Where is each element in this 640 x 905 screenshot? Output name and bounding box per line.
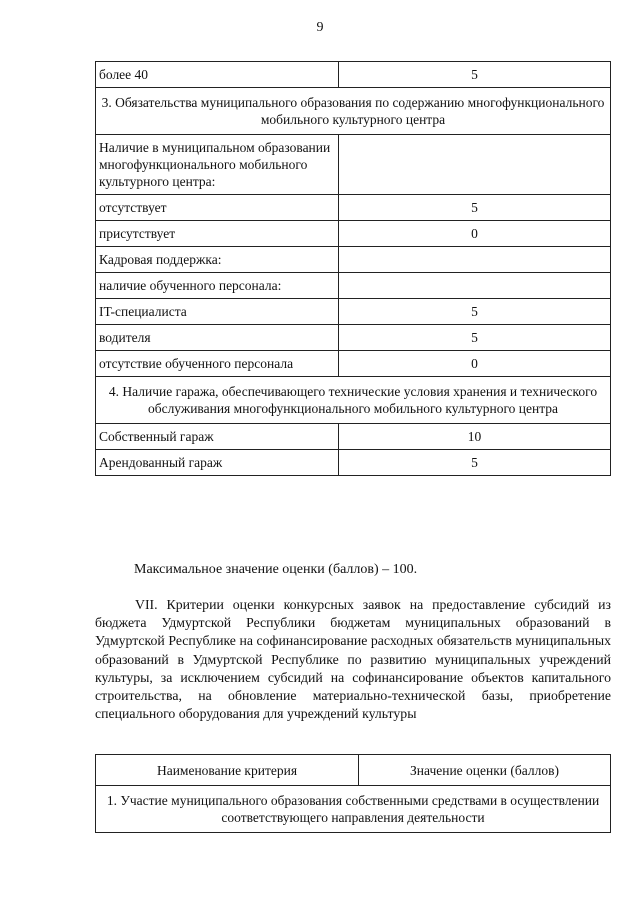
section-heading: 3. Обязательства муниципального образования по содержанию многофункционального мобильного культурного центра (96, 88, 611, 135)
header-criterion: Наименование критерия (96, 755, 359, 786)
row-label: водителя (96, 325, 339, 351)
table-row (96, 195, 611, 221)
row-value: 5 (339, 195, 611, 221)
row-value (339, 135, 611, 195)
table-row (96, 299, 611, 325)
row-value: 5 (339, 299, 611, 325)
page-number: 9 (316, 20, 324, 35)
row-label: отсутствие обученного персонала (96, 351, 339, 377)
table-row (96, 221, 611, 247)
row-value: 0 (339, 351, 611, 377)
criteria-table-2 (95, 754, 611, 833)
table-row (96, 62, 611, 88)
row-label: отсутствует (96, 195, 339, 221)
row-value: 5 (339, 450, 611, 476)
row-label: наличие обученного персонала: (96, 273, 339, 299)
table-row (96, 424, 611, 450)
table-row (96, 351, 611, 377)
table-row (96, 450, 611, 476)
section-heading: 1. Участие муниципального образования собственными средствами в осуществлении соответствующего направления деятельности (96, 786, 611, 833)
row-value: 0 (339, 221, 611, 247)
section-heading: 4. Наличие гаража, обеспечивающего технические условия хранения и технического обслуживания многофункционального мобильного культурного центра (96, 377, 611, 424)
row-value: 10 (339, 424, 611, 450)
row-value: 5 (339, 62, 611, 88)
section-row (96, 377, 611, 424)
row-label: Кадровая поддержка: (96, 247, 339, 273)
row-label: Наличие в муниципальном образовании многофункционального мобильного культурного центра: (96, 135, 339, 195)
header-value: Значение оценки (баллов) (359, 755, 611, 786)
table-row (96, 325, 611, 351)
table-row (96, 273, 611, 299)
row-value (339, 273, 611, 299)
row-label: присутствует (96, 221, 339, 247)
row-label: Арендованный гараж (96, 450, 339, 476)
row-value: 5 (339, 325, 611, 351)
table-row (96, 135, 611, 195)
max-score-text: Максимальное значение оценки (баллов) – 100. (134, 562, 418, 577)
criteria-table (95, 61, 611, 476)
row-value (339, 247, 611, 273)
row-label: Собственный гараж (96, 424, 339, 450)
header-row (96, 755, 611, 786)
row-label: IT-специалиста (96, 299, 339, 325)
section-row (96, 88, 611, 135)
row-label: более 40 (96, 62, 339, 88)
table-row (96, 247, 611, 273)
section-7-paragraph: VII. Критерии оценки конкурсных заявок на предоставление субсидий из бюджета Удмуртской Республики бюджетам муниципальных образований в Удмуртской Республике на софинансирование расходных обязательств муниципальных образований в Удмуртской Республике по развитию муниципальных учреждений культуры, за исключением субсидий на софинансирование объектов капитального строительства, на обновление материально-технической базы, приобретение специального оборудования для учреждений культуры (95, 597, 611, 722)
section-row (96, 786, 611, 833)
